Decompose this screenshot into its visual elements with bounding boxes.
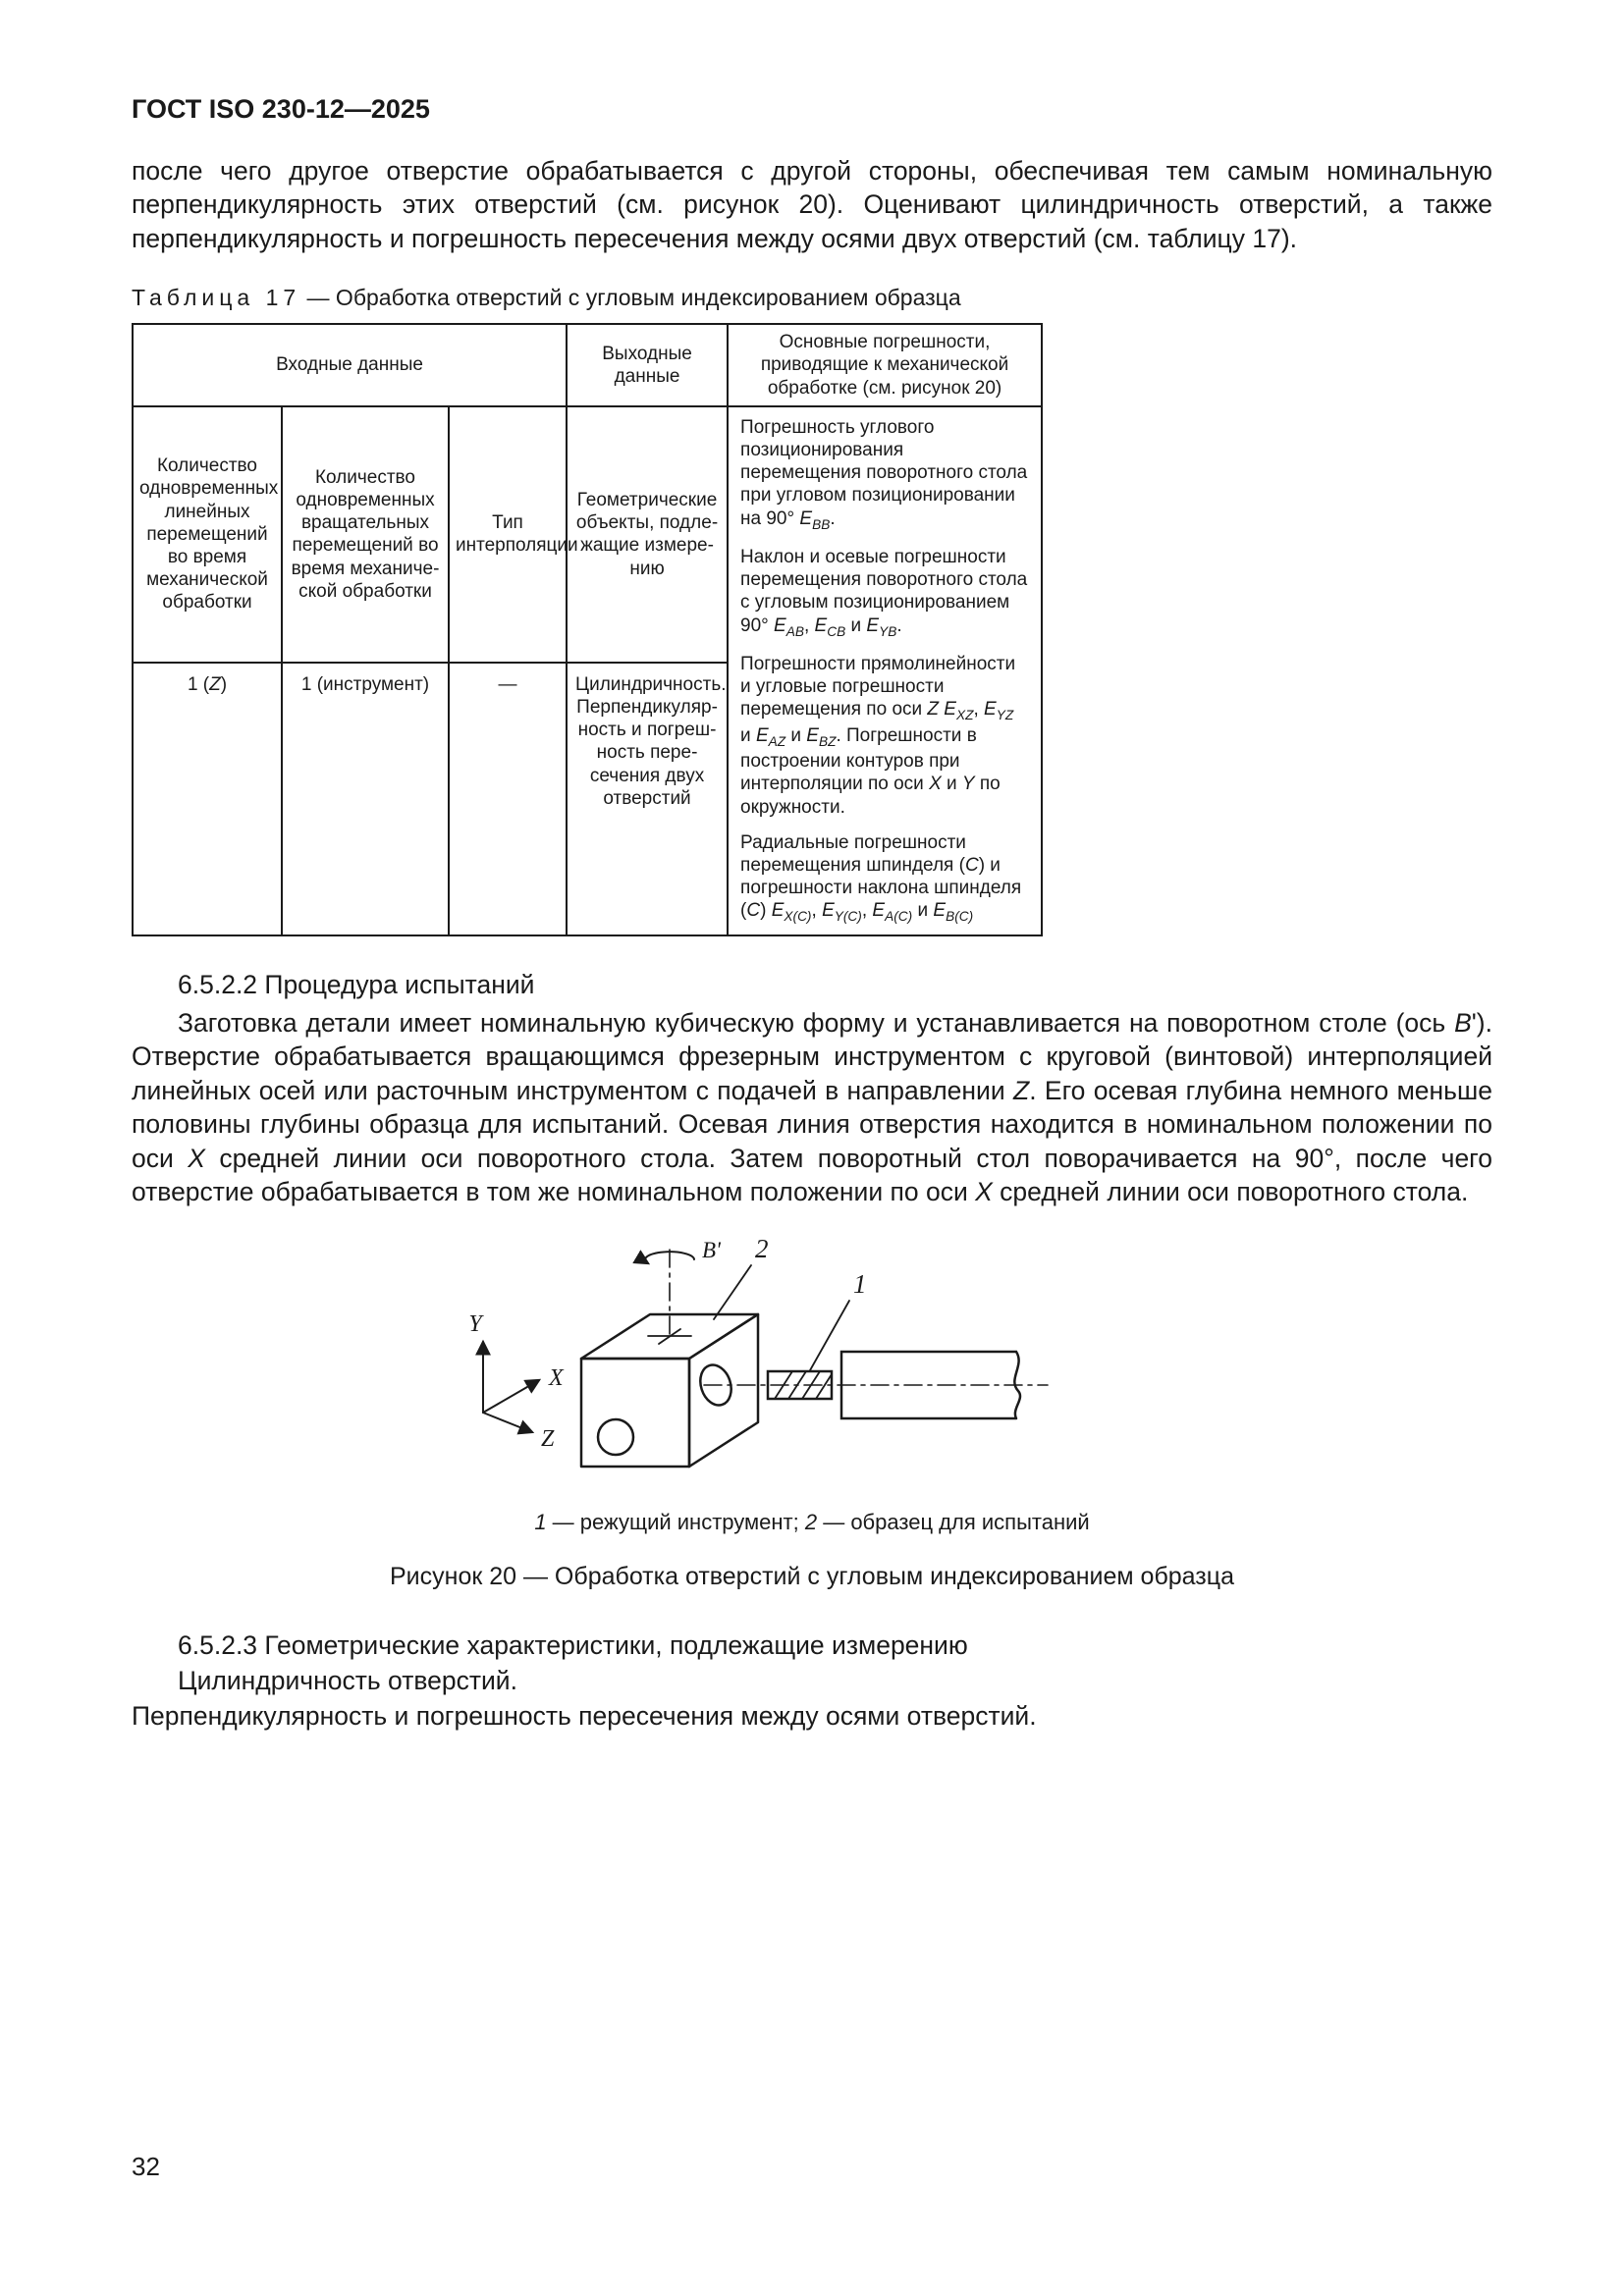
header-geometry-objects: Геометрические объекты, подлежащие измерению bbox=[567, 406, 728, 663]
section-6522-title: 6.5.2.2 Процедура испытаний bbox=[178, 969, 535, 999]
z-axis-arrow bbox=[483, 1413, 532, 1432]
cube-right-face bbox=[689, 1314, 758, 1467]
section-6523-line1: Цилиндричность отверстий. bbox=[178, 1666, 517, 1696]
table-header-row-2 bbox=[133, 406, 1042, 663]
errors-paragraph-2: Наклон и осевые погрешности перемещения поворотного стола с угловым позиционированием 90° $E_{AB}$, $E_{CB}$ и $E_{YB}$. bbox=[740, 547, 1028, 639]
header-inputs-group: Входные данные bbox=[133, 324, 567, 406]
table-caption-text: — Обработка отверстий с угловым индексированием образца bbox=[306, 285, 961, 311]
header-interpolation-type: Тип интерполяции bbox=[449, 406, 567, 663]
section-6523 bbox=[132, 1629, 1492, 1734]
cell-interpolation: — bbox=[449, 663, 567, 935]
page-number: 32 bbox=[132, 2152, 160, 2181]
header-outputs: Выходные данные bbox=[567, 324, 728, 406]
section-6523-line2: Перпендикулярность и погрешность пересечения между осями отверстий. bbox=[132, 1700, 1037, 1731]
table-17 bbox=[132, 323, 1043, 936]
document-code: ГОСТ ISO 230-12—2025 bbox=[132, 94, 430, 124]
intro-paragraph: после чего другое отверстие обрабатывается с другой стороны, обеспечивая тем самым номинальную перпендикулярность этих отверстий (см. рисунок 20). Оценивают цилиндричность отверстий, а также перпендикулярность и погрешность пересечения между осями двух отверстий (см. таблицу 17). bbox=[132, 156, 1492, 253]
errors-cell bbox=[728, 406, 1042, 935]
axis-label-y: Y bbox=[468, 1311, 482, 1338]
x-axis-arrow bbox=[483, 1380, 539, 1413]
table-caption-label: Таблица 17 bbox=[132, 285, 301, 311]
figure-label-1: 1 bbox=[853, 1269, 867, 1300]
section-6522-body: Заготовка детали имеет номинальную кубическую форму и устанавливается на поворотном столе (ось B'). Отверстие обрабатывается вращающимся фрезерным инструментом с круговой (винтовой) интерполяцией линейных осей или расточным инструментом с подачей в направлении Z. Его осевая глубина немного меньше половины глубины образца для испытаний. Осевая линия отверстия находится в номинальном положении по оси X средней линии оси поворотного стола. Затем поворотный стол поворачивается на 90°, после чего отверстие обрабатывается в том же номинальном положении по оси X средней линии оси поворотного стола. bbox=[132, 1007, 1492, 1207]
figure-20 bbox=[132, 1236, 1492, 1591]
cell-rotary-moves: 1 (инструмент) bbox=[282, 663, 449, 935]
figure-20-drawing bbox=[380, 1236, 1244, 1491]
leader-line-2 bbox=[714, 1265, 751, 1319]
errors-paragraph-4: Радиальные погрешности перемещения шпинделя (C) и погрешности наклона шпинделя (C) $E_{X(C)}$, $E_{Y(C)}$, $E_{A(C)}$ и $E_{B(C)}$ bbox=[740, 831, 1022, 925]
figure-label-2: 2 bbox=[755, 1236, 769, 1264]
header-rotary-moves: Количество одновременных вращательных перемещений во время механической обработки bbox=[282, 406, 449, 663]
rotary-axis-label: B' bbox=[702, 1238, 721, 1263]
axis-label-z: Z bbox=[541, 1426, 555, 1453]
cube-front-face bbox=[581, 1359, 689, 1467]
errors-paragraph-1: Погрешность углового позиционирования перемещения поворотного стола при угловом позиционировании на 90° $E_{BB}$. bbox=[740, 416, 1028, 532]
cell-linear-moves: 1 (Z) bbox=[133, 663, 282, 935]
errors-paragraph-3: Погрешности прямолинейности и угловые погрешности перемещения по оси Z $E_{XZ}$, $E_{YZ}$ и $E_{AZ}$ и $E_{BZ}$. Погрешности в построении контуров при интерполяции по оси X и Y по окружности. bbox=[740, 654, 1016, 818]
figure-legend: 1 — режущий инструмент; 2 — образец для испытаний bbox=[534, 1510, 1090, 1535]
front-hole bbox=[598, 1419, 633, 1455]
section-6523-title: 6.5.2.3 Геометрические характеристики, подлежащие измерению bbox=[178, 1630, 968, 1661]
figure-caption: Рисунок 20 — Обработка отверстий с угловым индексированием образца bbox=[390, 1563, 1234, 1591]
leader-line-1 bbox=[810, 1301, 849, 1370]
table-caption bbox=[132, 285, 1492, 311]
header-errors: Основные погрешности, приводящие к механической обработке (см. рисунок 20) bbox=[728, 324, 1042, 406]
coordinate-axes bbox=[483, 1342, 539, 1432]
cell-geometry-objects: Цилиндричность. Перпендикулярность и погрешность пересечения двух отверстий bbox=[567, 663, 728, 935]
axis-label-x: X bbox=[549, 1365, 564, 1392]
header-linear-moves: Количество одновременных линейных перемещений во время механической обработки bbox=[133, 406, 282, 663]
table-header-row-1 bbox=[133, 324, 1042, 406]
